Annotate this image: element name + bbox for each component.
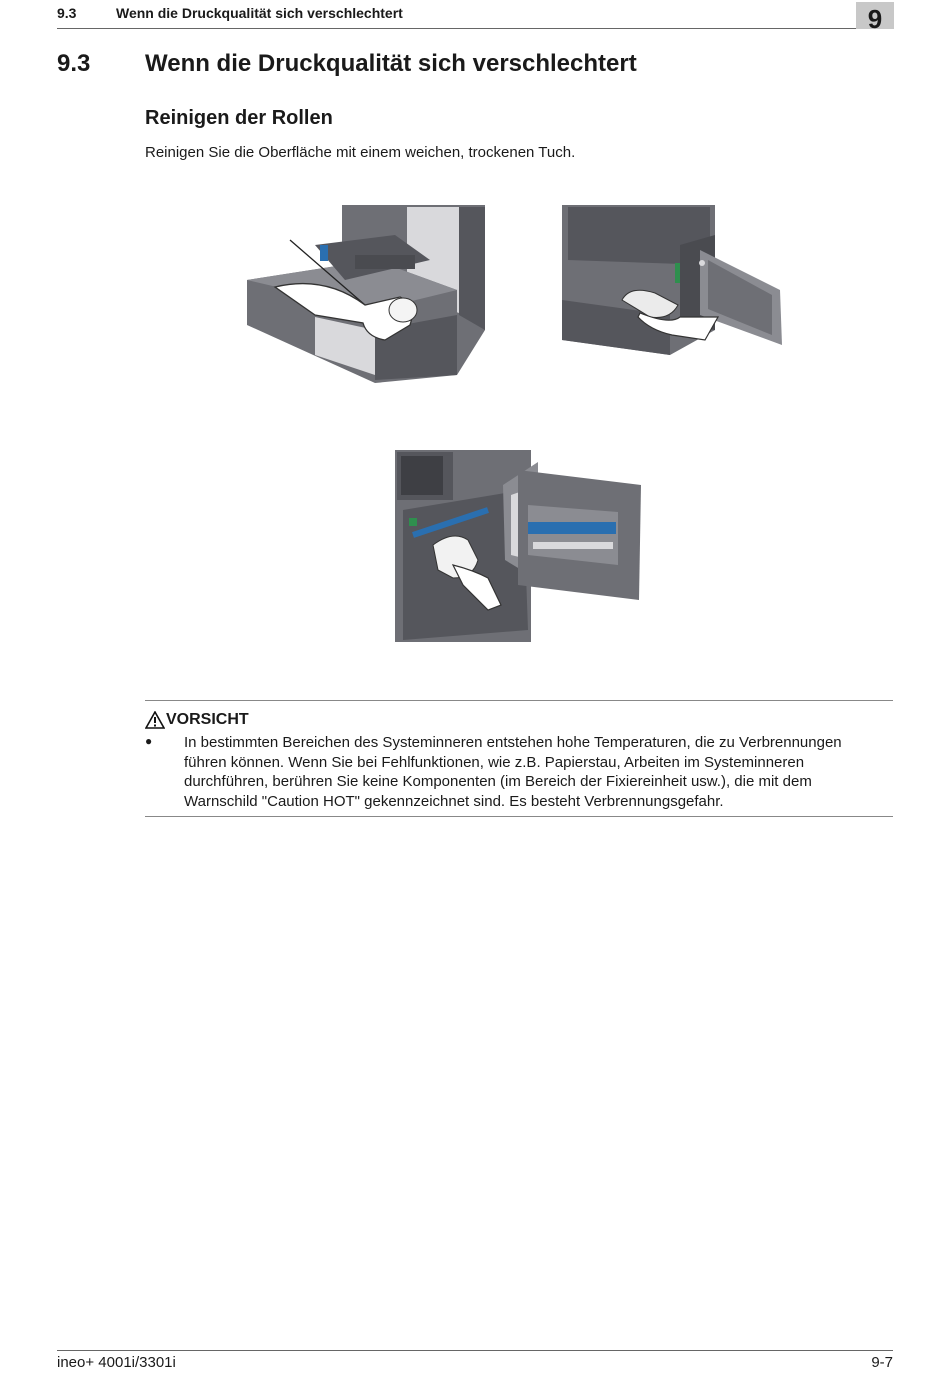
caution-text: In bestimmten Bereichen des Systeminneren entstehen hohe Temperaturen, die zu Verbrennungen führen können. Wenn Sie bei Fehlfunktionen, wie z.B. Papierstau, Arbeiten im Systeminneren durchführen, berühren Sie keine Komponenten (im Bereich der Fixiereinheit usw.), die mit dem Warnschild "Caution HOT" gekennzeichnet sind. Es besteht Verbrennungsgefahr. xyxy=(184,734,842,810)
caution-bullet: ● xyxy=(145,734,153,748)
heading-number: 9.3 xyxy=(57,50,91,77)
footer-page-number: 9-7 xyxy=(871,1354,893,1371)
warning-triangle-icon xyxy=(145,711,165,729)
header-divider xyxy=(57,28,893,29)
footer-divider xyxy=(57,1350,893,1351)
subheading: Reinigen der Rollen xyxy=(145,107,333,129)
caution-bottom-rule xyxy=(145,816,893,817)
caution-top-rule xyxy=(145,700,893,701)
header-section-title: Wenn die Druckqualität sich verschlechtert xyxy=(116,5,403,21)
caution-label: VORSICHT xyxy=(166,711,249,728)
chapter-tab: 9 xyxy=(856,2,894,29)
illustration-side-door-roller-cleaning xyxy=(560,205,790,365)
intro-paragraph: Reinigen Sie die Oberfläche mit einem weichen, trockenen Tuch. xyxy=(145,144,576,161)
illustration-tray-roller-cleaning xyxy=(245,205,490,383)
caution-heading xyxy=(145,711,249,729)
footer-model: ineo+ 4001i/3301i xyxy=(57,1354,176,1371)
header-section-number: 9.3 xyxy=(57,5,77,21)
illustration-fuser-roller-cleaning xyxy=(393,450,643,645)
page-title: Wenn die Druckqualität sich verschlechtert xyxy=(145,50,637,77)
